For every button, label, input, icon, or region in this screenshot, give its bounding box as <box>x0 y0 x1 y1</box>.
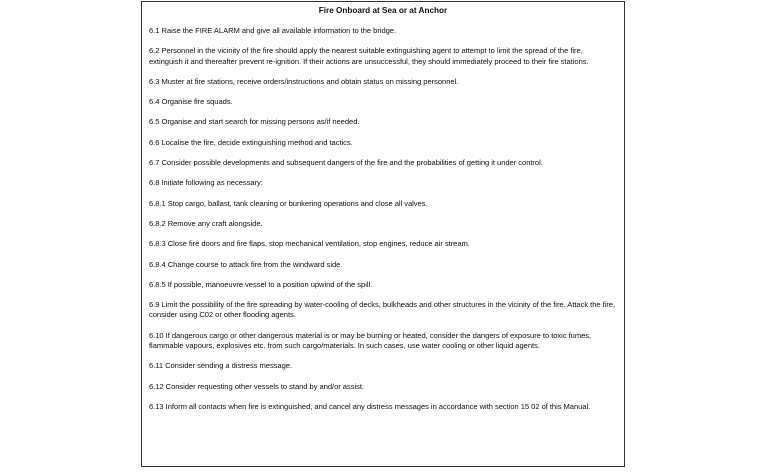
paragraph-6-5: 6.5 Organise and start search for missing persons as/if needed. <box>149 117 360 127</box>
document-frame <box>141 1 625 467</box>
paragraph-6-10: 6.10 If dangerous cargo or other dangerous material is or may be burning or heated, consider the dangers of exposure to toxic fumes, flammable vapours, explosives etc. from such cargo/materials. In such cases, use water cooling or other liquid agents. <box>149 330 592 351</box>
paragraph-6-8-2: 6.8.2 Remove any craft alongside. <box>149 218 263 228</box>
paragraph-6-1: 6.1 Raise the FIRE ALARM and give all available information to the bridge. <box>149 26 397 35</box>
paragraph-6-8-1: 6.8.1 Stop cargo, ballast, tank cleaning or bunkering operations and close all valves. <box>149 198 428 208</box>
paragraph-6-6: 6.6 Localise the fire, decide extinguishing method and tactics. <box>149 137 353 147</box>
paragraph-6-3: 6.3 Muster at fire stations, receive orders/instructions and obtain status on missing personnel. <box>149 76 459 86</box>
paragraph-6-8-3: 6.8.3 Close fire doors and fire flaps, stop mechanical ventilation, stop engines, reduce air stream. <box>149 239 470 249</box>
paragraph-6-11: 6.11 Consider sending a distress message. <box>149 361 293 371</box>
paragraph-6-13: 6.13 Inform all contacts when fire is extinguished, and cancel any distress messages in accordance with section 15 02 of this Manual. <box>149 401 591 411</box>
paragraph-6-8-5: 6.8.5 If possible, manoeuvre vessel to a position upwind of the spill. <box>149 279 373 289</box>
paragraph-6-7: 6.7 Consider possible developments and subsequent dangers of the fire and the probabilities of getting it under control. <box>149 158 543 168</box>
paragraph-6-4: 6.4 Organise fire squads. <box>149 97 233 107</box>
paragraph-6-8-4: 6.8.4 Change course to attack fire from the windward side. <box>149 259 343 269</box>
paragraph-6-12: 6.12 Consider requesting other vessels to stand by and/or assist. <box>149 381 364 391</box>
paragraph-6-9: 6.9 Limit the possibility of the fire spreading by water-cooling of decks, bulkheads and other structures in the vicinity of the fire. Attack the fire, consider using C02 or other flooding agents. <box>149 300 616 320</box>
document-title: Fire Onboard at Sea or at Anchor <box>318 6 448 15</box>
paragraph-6-8: 6.8 Initiate following as necessary: <box>149 178 263 188</box>
paragraph-6-2: 6.2 Personnel in the vicinity of the fire should apply the nearest suitable extinguishing agent to attempt to limit the spread of the fire, extinguish it and thereafter prevent re-ignition. If their actions are unsuccessful, they should immediately proceed to their fire stations. <box>149 46 589 66</box>
